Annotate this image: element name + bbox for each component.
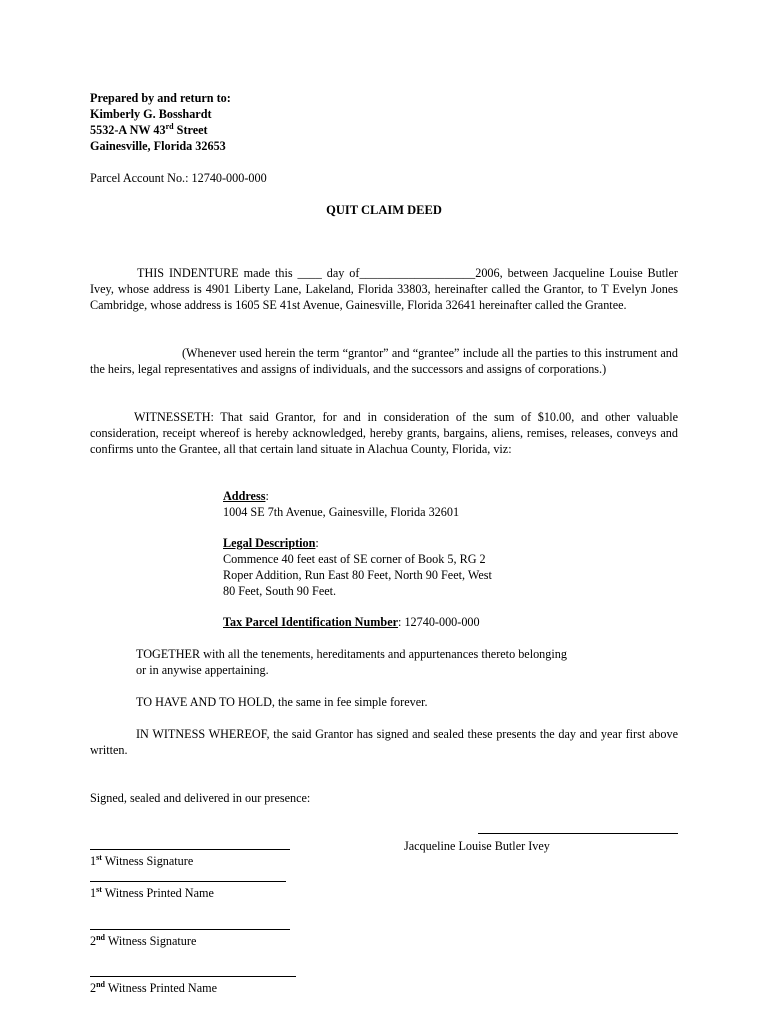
preparer-block — [90, 90, 678, 154]
witness2-signature-line[interactable] — [90, 929, 290, 930]
page-title: QUIT CLAIM DEED — [326, 203, 442, 217]
ordinal-number: 1 — [90, 886, 97, 900]
legal-label: Legal Description — [223, 536, 316, 550]
address-value: 1004 SE 7th Avenue, Gainesville, Florida 32601 — [223, 505, 460, 519]
street-main: 5532-A NW 43 — [90, 123, 166, 137]
witness2-signature-label — [90, 933, 196, 949]
indenture-paragraph: THIS INDENTURE made this ____ day of___________________2006, between Jacqueline Louise Butler Ivey, whose address is 4901 Liberty Lane, Lakeland, Florida 33803, hereinafter called the Grantor, to T Evelyn Jones Cambridge, whose address is 1605 SE 41st Avenue, Gainesville, Florida 32641 hereinafter called the Grantee. — [90, 266, 678, 312]
ordinal-suffix: st — [96, 885, 102, 894]
label-text: Witness Printed Name — [101, 886, 214, 900]
preparer-heading: Prepared by and return to: — [90, 91, 231, 105]
legal-line: Commence 40 feet east of SE corner of Book 5, RG 2 — [223, 552, 486, 566]
tax-value: 12740-000-000 — [404, 615, 480, 629]
to-have-paragraph: TO HAVE AND TO HOLD, the same in fee simple forever. — [136, 695, 428, 709]
tax-label: Tax Parcel Identification Number — [223, 615, 399, 629]
address-section: Address: 1004 SE 7th Avenue, Gainesville, Florida 32601 — [223, 488, 563, 520]
together-line: or in anywise appertaining. — [136, 663, 269, 677]
preparer-name: Kimberly G. Bosshardt — [90, 107, 212, 121]
ordinal-suffix: nd — [96, 980, 105, 989]
ordinal-number: 2 — [90, 934, 97, 948]
tax-parcel-section: Tax Parcel Identification Number: 12740-000-000 — [223, 615, 480, 629]
witness2-name-line[interactable] — [90, 976, 296, 977]
witness1-signature-line[interactable] — [90, 849, 290, 850]
street-sup: rd — [165, 122, 174, 131]
together-line: TOGETHER with all the tenements, hereditaments and appurtenances thereto belonging — [136, 647, 567, 661]
witnesseth-paragraph: WITNESSETH: That said Grantor, for and in consideration of the sum of $10.00, and other valuable consideration, receipt whereof is hereby acknowledged, hereby grants, bargains, aliens, remises, releases, conveys and confirms unto the Grantee, all that certain land situate in Alachua County, Florida, viz: — [90, 410, 678, 456]
legal-description-section: Legal Description: Commence 40 feet east of SE corner of Book 5, RG 2 Roper Addition, Run East 80 Feet, North 90 Feet, West 80 Feet, South 90 Feet. — [223, 535, 563, 599]
ordinal-number: 1 — [90, 854, 97, 868]
street-suffix: Street — [173, 123, 208, 137]
witness1-signature-label — [90, 853, 193, 869]
ordinal-number: 2 — [90, 981, 97, 995]
signed-sealed-text: Signed, sealed and delivered in our presence: — [90, 791, 311, 805]
grantor-signature-line[interactable] — [478, 833, 678, 834]
label-text: Witness Signature — [101, 854, 194, 868]
legal-line: 80 Feet, South 90 Feet. — [223, 584, 337, 598]
label-text: Witness Signature — [105, 934, 197, 948]
ordinal-suffix: st — [96, 853, 102, 862]
label-text: Witness Printed Name — [105, 981, 218, 995]
in-witness-paragraph: IN WITNESS WHEREOF, the said Grantor has signed and sealed these presents the day and year first above written. — [90, 727, 678, 757]
whenever-paragraph: (Whenever used herein the term “grantor” and “grantee” include all the parties to this instrument and the heirs, legal representatives and assigns of individuals, and the successors and assigns of corporations.) — [90, 346, 678, 376]
legal-line: Roper Addition, Run East 80 Feet, North 90 Feet, West — [223, 568, 492, 582]
address-label: Address — [223, 489, 266, 503]
witness2-name-label — [90, 980, 217, 996]
preparer-city: Gainesville, Florida 32653 — [90, 139, 226, 153]
witness1-name-line[interactable] — [90, 881, 286, 882]
together-paragraph — [136, 646, 656, 678]
witness1-name-label — [90, 885, 214, 901]
grantor-name: Jacqueline Louise Butler Ivey — [404, 839, 550, 853]
parcel-account: Parcel Account No.: 12740-000-000 — [90, 171, 267, 185]
ordinal-suffix: nd — [96, 933, 105, 942]
preparer-street — [90, 122, 678, 138]
